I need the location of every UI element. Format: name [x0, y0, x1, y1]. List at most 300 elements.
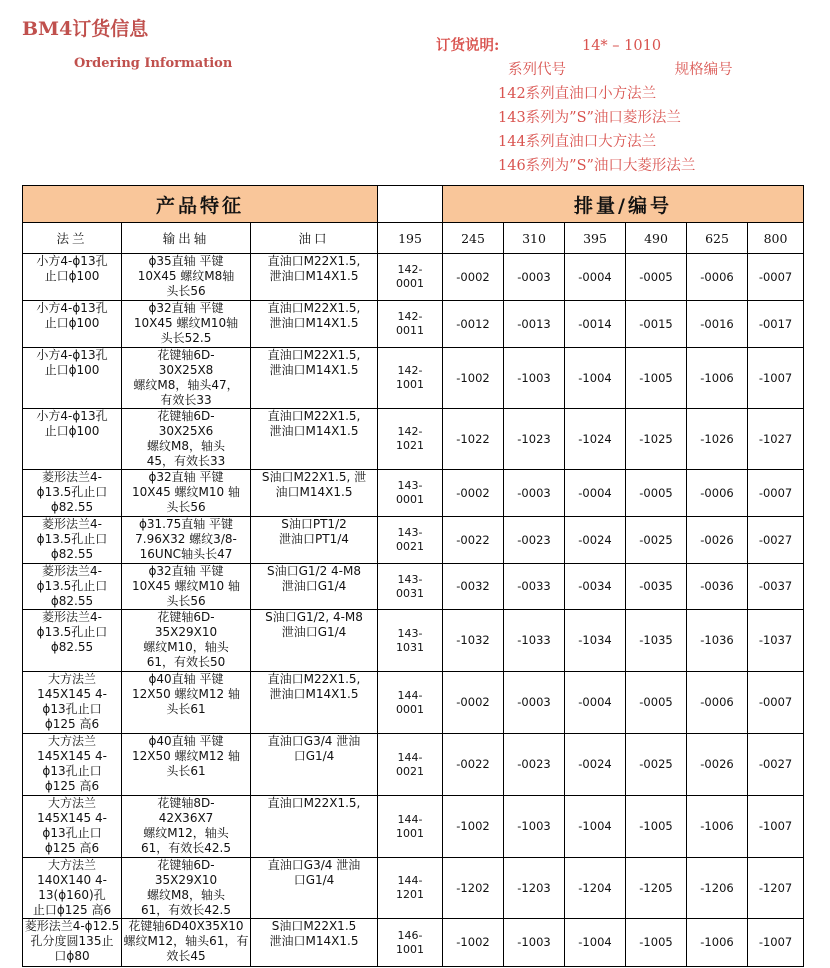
part-number-cell: -0006: [687, 470, 748, 517]
order-code-format: 14* – 1010: [581, 38, 662, 54]
shaft-line: ϕ32直轴 平键: [148, 564, 224, 578]
shaft-line: 35X29X10: [154, 873, 218, 887]
table-row: [23, 858, 804, 919]
series-note: 146系列为”S”油口大菱形法兰: [498, 158, 696, 174]
shaft-line: ϕ32直轴 平键: [148, 301, 224, 315]
code-cell: [378, 301, 443, 348]
shaft-cell: [122, 610, 251, 672]
flange-line: ϕ125 高6: [44, 841, 100, 855]
code-line: 1001: [396, 378, 424, 391]
shaft-line: 花键轴6D-: [157, 348, 215, 362]
flange-line: 菱形法兰4-ϕ12.5: [24, 919, 120, 933]
shaft-line: 12X50 螺纹M12 轴: [131, 749, 240, 763]
flange-line: ϕ82.55: [50, 594, 94, 608]
code-cell: [378, 470, 443, 517]
part-number-cell: -0004: [565, 672, 626, 734]
code-line: 142-: [397, 364, 423, 377]
flange-line: ϕ82.55: [50, 547, 94, 561]
code-line: 1201: [396, 888, 424, 901]
part-number-cell: -1004: [565, 348, 626, 409]
part-number-cell: -1006: [687, 348, 748, 409]
code-line: 144-: [397, 688, 423, 702]
part-number-cell: -0036: [687, 564, 748, 610]
code-line: 142-: [397, 263, 423, 276]
part-number-cell: -0016: [687, 301, 748, 348]
code-line: 0021: [396, 764, 424, 778]
flange-line: 口ϕ80: [54, 949, 90, 963]
port-line: 直油口G3/4 泄油: [267, 734, 361, 748]
displacement-column-header: 800: [748, 223, 804, 254]
series-note: 144系列直油口大方法兰: [498, 134, 657, 150]
code-cell: [378, 610, 443, 672]
port-cell: [251, 254, 378, 301]
part-number-cell: -1006: [687, 796, 748, 858]
flange-line: 孔分度圆135止: [30, 934, 114, 948]
part-number-cell: -1007: [748, 919, 804, 967]
table-row: [23, 564, 804, 610]
flange-line: 菱形法兰4-: [42, 470, 102, 484]
shaft-line: 7.96X32 螺纹3/8-: [135, 532, 237, 546]
displacement-column-header: 625: [687, 223, 748, 254]
part-number-cell: -1024: [565, 409, 626, 470]
part-number-cell: -1005: [626, 348, 687, 409]
code-line: 0001: [396, 277, 424, 290]
code-line: 1001: [396, 826, 424, 840]
part-number-cell: -1023: [504, 409, 565, 470]
port-column-header: 油口: [251, 223, 378, 254]
code-cell: [378, 409, 443, 470]
displacement-column-header: 310: [504, 223, 565, 254]
table-row: [23, 672, 804, 734]
shaft-line: 花键轴6D-: [157, 409, 215, 423]
shaft-line: 16UNC轴头长47: [139, 547, 233, 561]
shaft-line: ϕ40直轴 平键: [148, 672, 224, 686]
flange-line: 145X145 4-: [37, 687, 107, 701]
shaft-line: 12X50 螺纹M12 轴: [131, 687, 240, 701]
shaft-line: 头长56: [166, 284, 206, 298]
part-number-cell: -1003: [504, 919, 565, 967]
part-number-cell: -1007: [748, 348, 804, 409]
shaft-line: 花键轴6D-: [157, 858, 215, 872]
code-line: 143-: [397, 626, 423, 640]
code-line: 0001: [396, 702, 424, 716]
shaft-line: 花键轴6D40X35X10: [128, 919, 244, 933]
shaft-cell: [122, 564, 251, 610]
part-number-cell: -0027: [748, 517, 804, 564]
shaft-line: 头长52.5: [160, 331, 212, 345]
part-number-cell: -1007: [748, 796, 804, 858]
part-number-cell: -0037: [748, 564, 804, 610]
part-number-cell: -1202: [443, 858, 504, 919]
shaft-line: 61，有效长50: [146, 655, 226, 669]
code-line: 1031: [396, 640, 424, 654]
flange-line: 止口ϕ125 高6: [32, 903, 112, 917]
shaft-line: 30X25X8: [158, 363, 214, 377]
displacement-group-header: 排量/编号: [443, 186, 804, 223]
features-group-header: 产品特征: [23, 186, 378, 223]
shaft-cell: [122, 672, 251, 734]
flange-line: 小方4-ϕ13孔: [36, 254, 108, 268]
shaft-line: 61，有效长42.5: [141, 841, 231, 855]
port-cell: [251, 301, 378, 348]
flange-line: 小方4-ϕ13孔: [36, 409, 108, 423]
part-number-cell: -1022: [443, 409, 504, 470]
port-cell: [251, 564, 378, 610]
flange-line: 大方法兰: [47, 734, 96, 748]
code-line: 143-: [397, 572, 423, 586]
port-line: 泄油口G1/4: [281, 579, 347, 593]
part-number-cell: -1002: [443, 796, 504, 858]
table-row: [23, 610, 804, 672]
part-number-cell: -0022: [443, 734, 504, 796]
table-row: [23, 919, 804, 967]
ordering-table: [22, 185, 804, 967]
shaft-line: 头长56: [166, 594, 206, 608]
flange-cell: [23, 254, 122, 301]
part-number-cell: -0012: [443, 301, 504, 348]
flange-cell: [23, 517, 122, 564]
part-number-cell: -1032: [443, 610, 504, 672]
part-number-cell: -0007: [748, 254, 804, 301]
code-cell: [378, 254, 443, 301]
part-number-cell: -1036: [687, 610, 748, 672]
part-number-cell: -1004: [565, 919, 626, 967]
flange-cell: [23, 672, 122, 734]
flange-line: ϕ125 高6: [44, 779, 100, 793]
part-number-cell: -0026: [687, 517, 748, 564]
code-line: 0031: [396, 586, 424, 600]
flange-line: 大方法兰: [47, 672, 96, 686]
table-row: [23, 348, 804, 409]
flange-line: ϕ13孔止口: [42, 764, 102, 778]
flange-line: ϕ125 高6: [44, 717, 100, 731]
part-number-cell: -1005: [626, 796, 687, 858]
flange-line: ϕ13孔止口: [42, 702, 102, 716]
flange-line: 大方法兰: [47, 858, 96, 872]
flange-line: ϕ13.5孔止口: [36, 579, 108, 593]
flange-cell: [23, 858, 122, 919]
shaft-line: 螺纹M12，轴头61，有: [123, 934, 249, 948]
part-number-cell: -0025: [626, 517, 687, 564]
series-note: 142系列直油口小方法兰: [498, 86, 657, 102]
shaft-line: 螺纹M8，轴头: [147, 439, 225, 453]
port-line: 口G1/4: [293, 873, 335, 887]
code-line: 0001: [396, 493, 424, 506]
part-number-cell: -1037: [748, 610, 804, 672]
flange-line: 止口ϕ100: [44, 316, 100, 330]
flange-cell: [23, 919, 122, 967]
port-cell: [251, 858, 378, 919]
shaft-line: 45，有效长33: [146, 454, 226, 468]
code-line: 144-: [397, 812, 423, 826]
code-cell: [378, 348, 443, 409]
table-row: [23, 301, 804, 348]
part-number-cell: -0024: [565, 734, 626, 796]
series-code-label: 系列代号: [508, 62, 566, 78]
port-cell: [251, 796, 378, 858]
part-number-cell: -0002: [443, 470, 504, 517]
part-number-cell: -1004: [565, 796, 626, 858]
port-line: S油口G1/2 4-M8: [267, 564, 361, 578]
part-number-cell: -0022: [443, 517, 504, 564]
part-number-cell: -0013: [504, 301, 565, 348]
port-cell: [251, 517, 378, 564]
flange-cell: [23, 470, 122, 517]
shaft-line: 10X45 螺纹M10轴: [133, 316, 239, 330]
part-number-cell: -0005: [626, 672, 687, 734]
code-cell: [378, 858, 443, 919]
flange-line: ϕ82.55: [50, 500, 94, 514]
part-number-cell: -0007: [748, 470, 804, 517]
shaft-cell: [122, 409, 251, 470]
part-number-cell: -0003: [504, 470, 565, 517]
shaft-cell: [122, 734, 251, 796]
part-number-cell: -0017: [748, 301, 804, 348]
part-number-cell: -0024: [565, 517, 626, 564]
shaft-line: 头长61: [166, 702, 206, 716]
port-cell: [251, 610, 378, 672]
shaft-cell: [122, 470, 251, 517]
part-number-cell: -1025: [626, 409, 687, 470]
port-line: 直油口M22X1.5,: [267, 409, 361, 423]
flange-line: 菱形法兰4-: [42, 610, 102, 624]
table-row: [23, 517, 804, 564]
code-line: 1001: [396, 942, 424, 956]
part-number-cell: -1002: [443, 919, 504, 967]
code-cell: [378, 672, 443, 734]
shaft-cell: [122, 517, 251, 564]
page-subtitle: Ordering Information: [74, 56, 233, 71]
part-number-cell: -0033: [504, 564, 565, 610]
flange-cell: [23, 796, 122, 858]
part-number-cell: -0035: [626, 564, 687, 610]
part-number-cell: -0025: [626, 734, 687, 796]
part-number-cell: -0003: [504, 254, 565, 301]
port-cell: [251, 470, 378, 517]
port-line: 泄油口M14X1.5: [269, 269, 359, 283]
port-line: S油口G1/2, 4-M8: [265, 610, 363, 624]
part-number-cell: -0026: [687, 734, 748, 796]
port-line: 直油口M22X1.5,: [267, 672, 361, 686]
port-line: 直油口M22X1.5,: [267, 348, 361, 362]
flange-cell: [23, 409, 122, 470]
port-line: 直油口M22X1.5,: [267, 796, 361, 810]
flange-line: 止口ϕ100: [44, 363, 100, 377]
port-cell: [251, 734, 378, 796]
shaft-line: 螺纹M8，轴头: [147, 888, 225, 902]
port-cell: [251, 672, 378, 734]
table-row: [23, 734, 804, 796]
part-number-cell: -0007: [748, 672, 804, 734]
part-number-cell: -0014: [565, 301, 626, 348]
port-line: 直油口M22X1.5,: [267, 254, 361, 268]
flange-cell: [23, 734, 122, 796]
shaft-line: 螺纹M8，轴头47，: [133, 378, 239, 392]
shaft-line: 有效长33: [160, 393, 212, 407]
port-cell: [251, 348, 378, 409]
code-line: 1021: [396, 439, 424, 452]
flange-line: 小方4-ϕ13孔: [36, 348, 108, 362]
part-number-cell: -0006: [687, 672, 748, 734]
part-number-cell: -0002: [443, 672, 504, 734]
port-line: 泄油口M14X1.5: [269, 687, 359, 701]
part-number-cell: -0006: [687, 254, 748, 301]
code-cell: [378, 796, 443, 858]
flange-line: 13(ϕ160)孔: [38, 888, 106, 902]
code-cell: [378, 734, 443, 796]
shaft-line: 10X45 螺纹M10 轴: [131, 579, 240, 593]
flange-line: ϕ13.5孔止口: [36, 485, 108, 499]
displacement-column-header: 490: [626, 223, 687, 254]
code-line: 144-: [397, 874, 423, 887]
part-number-cell: -1206: [687, 858, 748, 919]
part-number-cell: -0015: [626, 301, 687, 348]
shaft-cell: [122, 858, 251, 919]
flange-line: 菱形法兰4-: [42, 517, 102, 531]
code-line: 142-: [397, 310, 423, 323]
port-line: 泄油口M14X1.5: [269, 424, 359, 438]
table-body: [23, 254, 804, 967]
shaft-line: ϕ35直轴 平键: [148, 254, 224, 268]
part-number-cell: -0032: [443, 564, 504, 610]
code-cell: [378, 517, 443, 564]
flange-line: 145X145 4-: [37, 811, 107, 825]
code-line: 144-: [397, 750, 423, 764]
shaft-cell: [122, 348, 251, 409]
code-cell: [378, 564, 443, 610]
code-line: 0021: [396, 540, 424, 553]
flange-line: 140X140 4-: [37, 873, 107, 887]
part-number-cell: -1204: [565, 858, 626, 919]
part-number-cell: -0023: [504, 517, 565, 564]
port-cell: [251, 409, 378, 470]
flange-line: 大方法兰: [47, 796, 96, 810]
flange-line: 止口ϕ100: [44, 424, 100, 438]
part-number-cell: -1026: [687, 409, 748, 470]
shaft-cell: [122, 301, 251, 348]
page-title: BM4订货信息: [22, 18, 149, 40]
flange-line: ϕ13.5孔止口: [36, 625, 108, 639]
flange-line: ϕ13孔止口: [42, 826, 102, 840]
part-number-cell: -1006: [687, 919, 748, 967]
part-number-cell: -1027: [748, 409, 804, 470]
part-number-cell: -0027: [748, 734, 804, 796]
table-row: [23, 409, 804, 470]
shaft-line: 42X36X7: [158, 811, 214, 825]
part-number-cell: -1035: [626, 610, 687, 672]
shaft-cell: [122, 254, 251, 301]
part-number-cell: -0003: [504, 672, 565, 734]
shaft-line: 头长61: [166, 764, 206, 778]
flange-line: 止口ϕ100: [44, 269, 100, 283]
shaft-line: 头长56: [166, 500, 206, 514]
notes-label: 订货说明:: [436, 37, 500, 54]
spec-code-label: 规格编号: [674, 62, 733, 78]
ordering-notes: [436, 34, 733, 178]
shaft-line: ϕ31.75直轴 平键: [138, 517, 234, 531]
flange-line: ϕ13.5孔止口: [36, 532, 108, 546]
port-line: 直油口G3/4 泄油: [267, 858, 361, 872]
shaft-line: 花键轴6D-: [157, 610, 215, 624]
shaft-line: 螺纹M12，轴头: [143, 826, 229, 840]
part-number-cell: -0004: [565, 470, 626, 517]
shaft-line: 效长45: [166, 949, 206, 963]
port-line: 口G1/4: [293, 749, 335, 763]
shaft-line: 30X25X6: [158, 424, 214, 438]
flange-line: ϕ82.55: [50, 640, 94, 654]
part-number-cell: -1003: [504, 348, 565, 409]
shaft-line: 花键轴8D-: [157, 796, 215, 810]
header-spacer: [378, 186, 443, 223]
shaft-line: ϕ32直轴 平键: [148, 470, 224, 484]
port-line: S油口PT1/2: [281, 517, 347, 531]
part-number-cell: -0023: [504, 734, 565, 796]
code-cell: [378, 919, 443, 967]
shaft-column-header: 输出轴: [122, 223, 251, 254]
shaft-line: 61，有效长42.5: [141, 903, 231, 917]
flange-cell: [23, 348, 122, 409]
part-number-cell: -0005: [626, 470, 687, 517]
port-line: 直油口M22X1.5,: [267, 301, 361, 315]
displacement-column-header: 245: [443, 223, 504, 254]
part-number-cell: -0005: [626, 254, 687, 301]
port-line: 泄油口PT1/4: [279, 532, 349, 546]
shaft-cell: [122, 919, 251, 967]
flange-cell: [23, 301, 122, 348]
part-number-cell: -1033: [504, 610, 565, 672]
part-number-cell: -1002: [443, 348, 504, 409]
part-number-cell: -1207: [748, 858, 804, 919]
port-line: 泄油口M14X1.5: [269, 316, 359, 330]
code-line: 143-: [397, 526, 423, 539]
port-line: 油口M14X1.5: [275, 485, 353, 499]
flange-cell: [23, 610, 122, 672]
part-number-cell: -1003: [504, 796, 565, 858]
port-cell: [251, 919, 378, 967]
code-line: 146-: [397, 928, 423, 942]
port-line: 泄油口G1/4: [281, 625, 347, 639]
port-line: S油口M22X1.5, 泄: [261, 470, 367, 484]
flange-line: 145X145 4-: [37, 749, 107, 763]
flange-line: 菱形法兰4-: [42, 564, 102, 578]
port-line: 泄油口M14X1.5: [269, 934, 359, 948]
flange-column-header: 法兰: [23, 223, 122, 254]
port-line: S油口M22X1.5: [271, 919, 357, 933]
part-number-cell: -1203: [504, 858, 565, 919]
part-number-cell: -0004: [565, 254, 626, 301]
code-line: 0011: [396, 324, 424, 337]
series-note: 143系列为”S”油口菱形法兰: [498, 110, 681, 126]
displacement-column-header: 195: [378, 223, 443, 254]
shaft-line: 10X45 螺纹M8轴: [137, 269, 235, 283]
code-line: 143-: [397, 479, 423, 492]
table-row: [23, 470, 804, 517]
shaft-line: 10X45 螺纹M10 轴: [131, 485, 240, 499]
shaft-line: ϕ40直轴 平键: [148, 734, 224, 748]
shaft-line: 35X29X10: [154, 625, 218, 639]
part-number-cell: -0002: [443, 254, 504, 301]
port-line: 泄油口M14X1.5: [269, 363, 359, 377]
shaft-line: 螺纹M10，轴头: [143, 640, 229, 654]
shaft-cell: [122, 796, 251, 858]
part-number-cell: -0034: [565, 564, 626, 610]
table-row: [23, 796, 804, 858]
flange-cell: [23, 564, 122, 610]
part-number-cell: -1034: [565, 610, 626, 672]
part-number-cell: -1205: [626, 858, 687, 919]
table-row: [23, 254, 804, 301]
flange-line: 小方4-ϕ13孔: [36, 301, 108, 315]
